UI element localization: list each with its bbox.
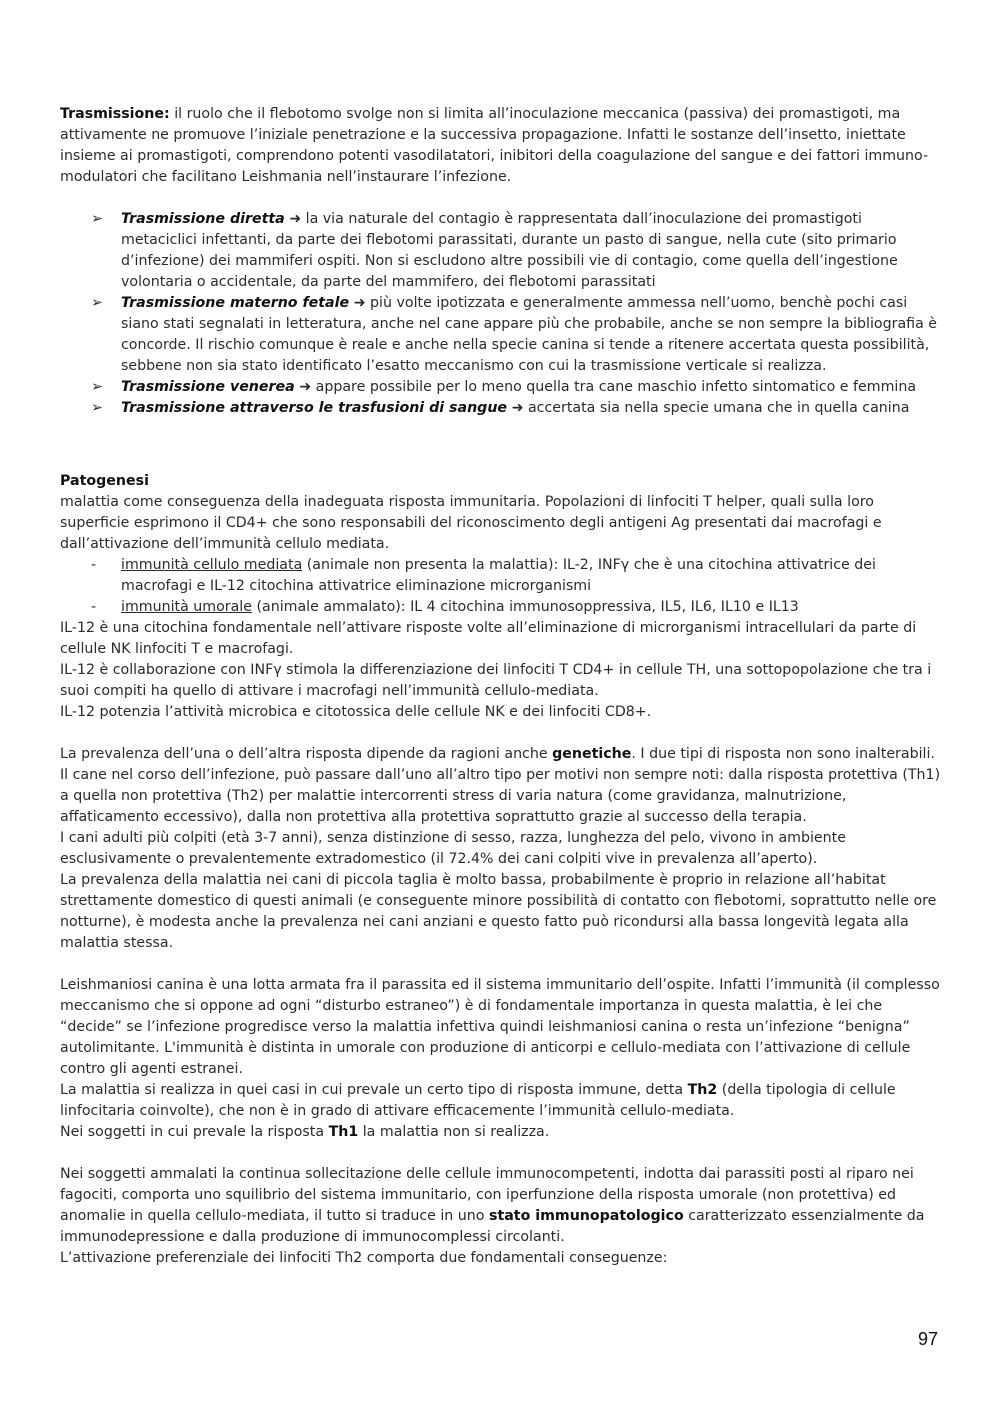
patogenesi-heading: Patogenesi	[60, 473, 149, 489]
arrow-bullet-icon: ➢	[91, 211, 103, 227]
list-item-text: accertata sia nella specie umana che in quella canina	[527, 400, 910, 416]
list-item	[60, 597, 942, 618]
trasmissione-paragraph	[60, 104, 942, 188]
ammalati-paragraph	[60, 1164, 942, 1248]
right-arrow-icon: ➜	[353, 295, 366, 311]
arrow-bullet-icon: ➢	[91, 295, 103, 311]
list-item-text: appare possibile per lo meno quella tra cane maschio infetto sintomatico e femmina	[315, 379, 917, 395]
list-item-title: Trasmissione venerea	[121, 379, 295, 395]
prevalenza-paragraph: I cani adulti più colpiti (età 3-7 anni), senza distinzione di sesso, razza, lunghezza del pelo, vivono in ambiente esclusivamente o prevalentemente extradomestico (il 72.4% dei cani colpiti vive in prevalenza all’aperto).	[60, 830, 846, 867]
right-arrow-icon: ➜	[289, 211, 302, 227]
list-item-title: Trasmissione diretta	[121, 211, 285, 227]
bold-term: Th1	[328, 1124, 359, 1140]
list-item-title: Trasmissione materno fetale	[121, 295, 350, 311]
list-item-text: più volte ipotizzata e generalmente ammessa nell’uomo, benchè pochi casi siano stati segnalati in letteratura, anche nel cane appare più che probabile, anche se non sempre la bibliografia è concorde. Il rischio comunque è reale e anche nella specie canina si tende a ritenere accertata questa possibilità, sebbene non sia stato identificato l’esatto meccanismo con cui la trasmissione verticale si realizza.	[121, 295, 938, 374]
list-item-text: la via naturale del contagio è rappresentata dall’inoculazione dei promastigoti metaciclici infettanti, da parte dei flebotomi parassitati, durante un pasto di sangue, nella cute (sito primario d’infezione) dei mammiferi ospiti. Non si escludono altre possibili vie di contagio, come quella dell’ingestione volontaria o accidentale, da parte del mammifero, dei flebotomi parassitati	[121, 211, 898, 290]
list-item	[60, 555, 942, 597]
list-item-title: Trasmissione attraverso le trasfusioni di sangue	[121, 400, 508, 416]
dash-bullet: -	[91, 599, 97, 615]
trasmissione-text: il ruolo che il flebotomo svolge non si limita all’inoculazione meccanica (passiva) dei promastigoti, ma attivamente ne promuove l’iniziale penetrazione e la successiva propagazione. Infatti le sostanze dell’insetto, iniettate insieme ai promastigoti, comprendono potenti vasodilatatori, inibitori della coagulazione del sangue e dei fattori immuno-modulatori che facilitano Leishmania nell’instaurare l’infezione.	[60, 106, 929, 185]
text-run: (della tipologia di cellule linfocitaria coinvolte), che non è in grado di attivare efficacemente l’immunità cellulo-mediata.	[60, 1082, 896, 1119]
bold-term: Th2	[687, 1082, 718, 1098]
ammalati-paragraph: L’attivazione preferenziale dei linfociti Th2 comporta due fondamentali conseguenze:	[60, 1250, 668, 1266]
arrow-bullet-icon: ➢	[91, 400, 103, 416]
bold-term: stato immunopatologico	[489, 1208, 684, 1224]
list-item	[60, 377, 942, 398]
right-arrow-icon: ➜	[299, 379, 312, 395]
right-arrow-icon: ➜	[511, 400, 524, 416]
text-run: la malattia non si realizza.	[358, 1124, 550, 1140]
patogenesi-line: IL-12 potenzia l’attività microbica e citotossica delle cellule NK e dei linfociti CD8+.	[60, 704, 652, 720]
patogenesi-line: IL-12 è una citochina fondamentale nell’attivare risposte volte all’eliminazione di microrganismi intracellulari da parte di cellule NK linfociti T e macrofagi.	[60, 620, 917, 657]
lotta-paragraph: Leishmaniosi canina è una lotta armata fra il parassita ed il sistema immunitario dell’ospite. Infatti l’immunità (il complesso meccanismo che si oppone ad ogni “disturbo estraneo”) è di fondamentale importanza in questa malattia, è lei che “decide” se l’infezione progredisce verso la malattia infettiva quindi leishmaniosi canina o resta un’infezione “benigna” autolimitante. L'immunità è distinta in umorale con produzione di anticorpi e cellulo-mediata con l’attivazione di cellule contro gli agenti estranei.	[60, 977, 940, 1077]
list-item	[60, 209, 942, 293]
text-run: La prevalenza dell’una o dell’altra risposta dipende da ragioni anche	[60, 746, 553, 762]
text-run: caratterizzato essenzialmente da immunodepressione e dalla produzione di immunocomplessi circolanti.	[60, 1208, 925, 1245]
text-run: Nei soggetti ammalati la continua sollecitazione delle cellule immunocompetenti, indotta dai parassiti posti al riparo nei fagociti, comporta uno squilibrio del sistema immunitario, con iperfunzione della risposta umorale (non protettiva) ed anomalie in quella cellulo-mediata, il tutto si traduce in uno	[60, 1166, 914, 1224]
document-page	[60, 104, 942, 1269]
immunity-list	[60, 555, 942, 618]
patogenesi-intro: malattia come conseguenza della inadeguata risposta immunitaria. Popolazioni di linfociti T helper, quali sulla loro superficie esprimono il CD4+ che sono responsabili del riconoscimento degli antigeni Ag presentati dai macrofagi e dall’attivazione dell’immunità cellulo mediata.	[60, 494, 882, 552]
text-run: Nei soggetti in cui prevale la risposta	[60, 1124, 329, 1140]
text-run: . I due tipi di risposta non sono inalterabili. Il cane nel corso dell’infezione, può passare dall’uno all’altro tipo per motivi non sempre noti: dalla risposta protettiva (Th1) a quella non protettiva (Th2) per malattie intercorrenti stress di varia natura (come gravidanza, malnutrizione, affaticamento eccessivo), dalla non protettiva alla protettiva soprattutto grazie al successo della terapia.	[60, 746, 941, 825]
text-run: La malattia si realizza in quei casi in cui prevale un certo tipo di risposta immune, detta	[60, 1082, 688, 1098]
page-number: 97	[917, 1329, 938, 1349]
lotta-paragraph	[60, 1122, 942, 1143]
immunity-term: immunità umorale	[121, 599, 252, 615]
prevalenza-paragraph: La prevalenza della malattia nei cani di piccola taglia è molto bassa, probabilmente è proprio in relazione all’habitat strettamente domestico di questi animali (e conseguente minore possibilità di contatto con flebotomi, soprattutto nelle ore notturne), è modesta anche la prevalenza nei cani anziani e questo fatto può ricondursi alla bassa longevità legata alla malattia stessa.	[60, 872, 937, 951]
trasmissione-heading: Trasmissione:	[60, 106, 170, 122]
bold-term: genetiche	[552, 746, 632, 762]
prevalenza-paragraph	[60, 744, 942, 828]
dash-bullet: -	[91, 557, 97, 573]
trasmissione-list	[60, 209, 942, 419]
patogenesi-line: IL-12 è collaborazione con INFγ stimola la differenziazione dei linfociti T CD4+ in cellule TH, una sottopopolazione che tra i suoi compiti ha quello di attivare i macrofagi nell’immunità cellulo-mediata.	[60, 662, 932, 699]
lotta-paragraph	[60, 1080, 942, 1122]
immunity-term: immunità cellulo mediata	[121, 557, 303, 573]
immunity-text: (animale non presenta la malattia): IL-2, INFγ che è una citochina attivatrice dei macrofagi e IL-12 citochina attivatrice eliminazione microrganismi	[121, 557, 876, 594]
list-item	[60, 398, 942, 419]
immunity-text: (animale ammalato): IL 4 citochina immunosoppressiva, IL5, IL6, IL10 e IL13	[251, 599, 799, 615]
list-item	[60, 293, 942, 377]
arrow-bullet-icon: ➢	[91, 379, 103, 395]
